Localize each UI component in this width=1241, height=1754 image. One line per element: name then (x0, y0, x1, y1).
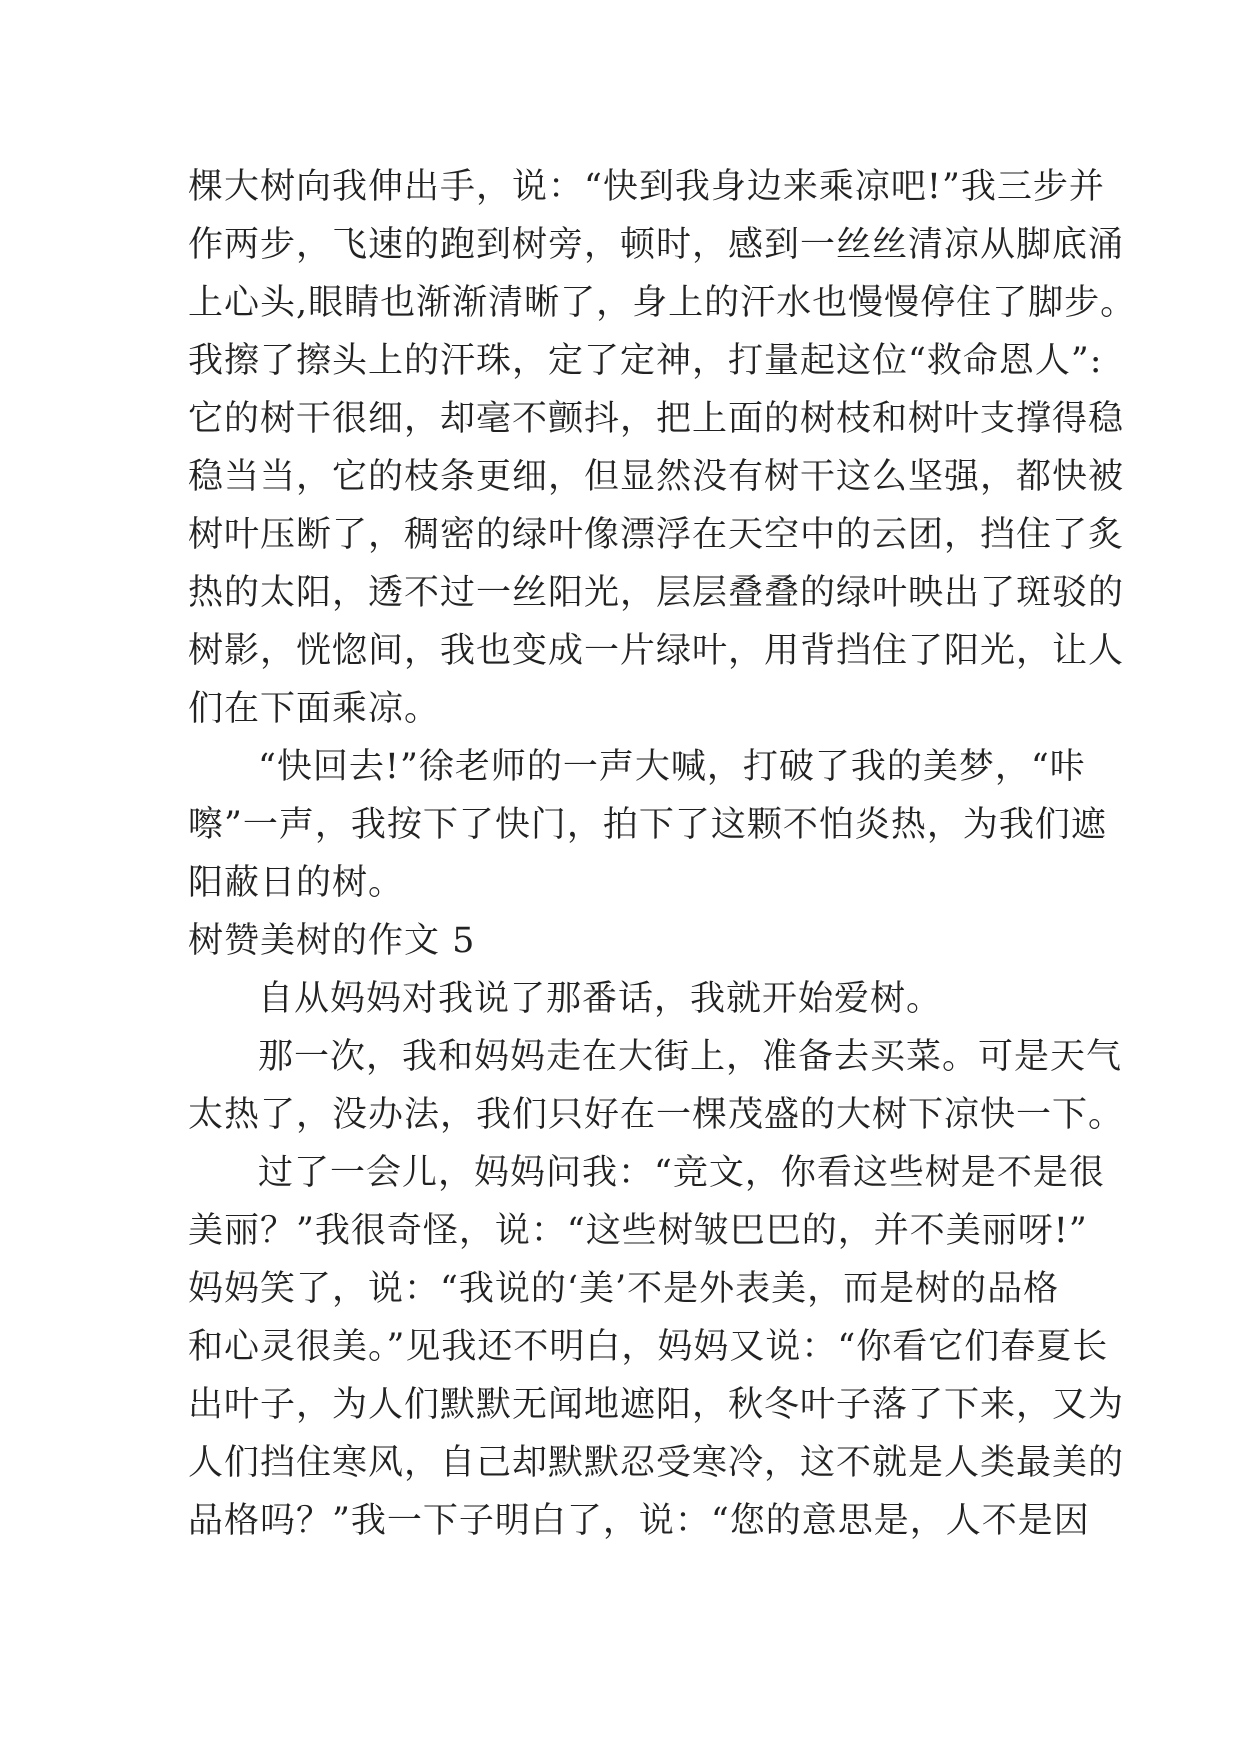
text-line: 它的树干很细，却毫不颤抖，把上面的树枝和树叶支撑得稳 (188, 399, 1125, 439)
paragraph-start-line: 那一次，我和妈妈走在大街上，准备去买菜。可是天气 (258, 1037, 1123, 1077)
text-line: 嚓”一声，我按下了快门，拍下了这颗不怕炎热，为我们遮 (188, 805, 1107, 845)
text-line: 树叶压断了，稠密的绿叶像漂浮在天空中的云团，挡住了炙 (188, 515, 1125, 555)
paragraph-start-line: 自从妈妈对我说了那番话，我就开始爱树。 (258, 979, 943, 1019)
text-line: 出叶子，为人们默默无闻地遮阳，秋冬叶子落了下来，又为 (188, 1385, 1125, 1425)
text-line: 们在下面乘凉。 (188, 689, 441, 729)
text-line: 稳当当，它的枝条更细，但显然没有树干这么坚强，都快被 (188, 457, 1125, 497)
text-line: 妈妈笑了，说：“我说的‘美’不是外表美，而是树的品格 (188, 1269, 1060, 1309)
paragraph-start-line: 过了一会儿，妈妈问我：“竞文，你看这些树是不是很 (258, 1153, 1105, 1193)
text-line: 太热了，没办法，我们只好在一棵茂盛的大树下凉快一下。 (188, 1095, 1125, 1135)
text-line: 上心头,眼睛也渐渐清晰了，身上的汗水也慢慢停住了脚步。 (188, 283, 1137, 323)
text-line: 棵大树向我伸出手，说：“快到我身边来乘凉吧!”我三步并 (188, 167, 1105, 207)
text-line: 人们挡住寒风，自己却默默忍受寒冷，这不就是人类最美的 (188, 1443, 1125, 1483)
section-heading: 树赞美树的作文 5 (188, 921, 476, 961)
text-line: 我擦了擦头上的汗珠，定了定神，打量起这位“救命恩人”: (188, 341, 1103, 381)
text-line: 美丽？”我很奇怪，说：“这些树皱巴巴的，并不美丽呀!” (188, 1211, 1088, 1251)
document-body (188, 158, 1137, 1550)
text-line: 阳蔽日的树。 (188, 863, 405, 903)
text-line: 品格吗？”我一下子明白了，说：“您的意思是，人不是因 (188, 1501, 1090, 1541)
text-line: 和心灵很美。”见我还不明白，妈妈又说：“你看它们春夏长 (188, 1327, 1109, 1367)
text-line: 热的太阳，透不过一丝阳光，层层叠叠的绿叶映出了斑驳的 (188, 573, 1125, 613)
text-line: 树影，恍惚间，我也变成一片绿叶，用背挡住了阳光，让人 (188, 631, 1125, 671)
paragraph-start-line: “快回去!”徐老师的一声大喊，打破了我的美梦，“咔 (258, 747, 1086, 787)
text-line: 作两步，飞速的跑到树旁，顿时，感到一丝丝清凉从脚底涌 (188, 225, 1125, 265)
